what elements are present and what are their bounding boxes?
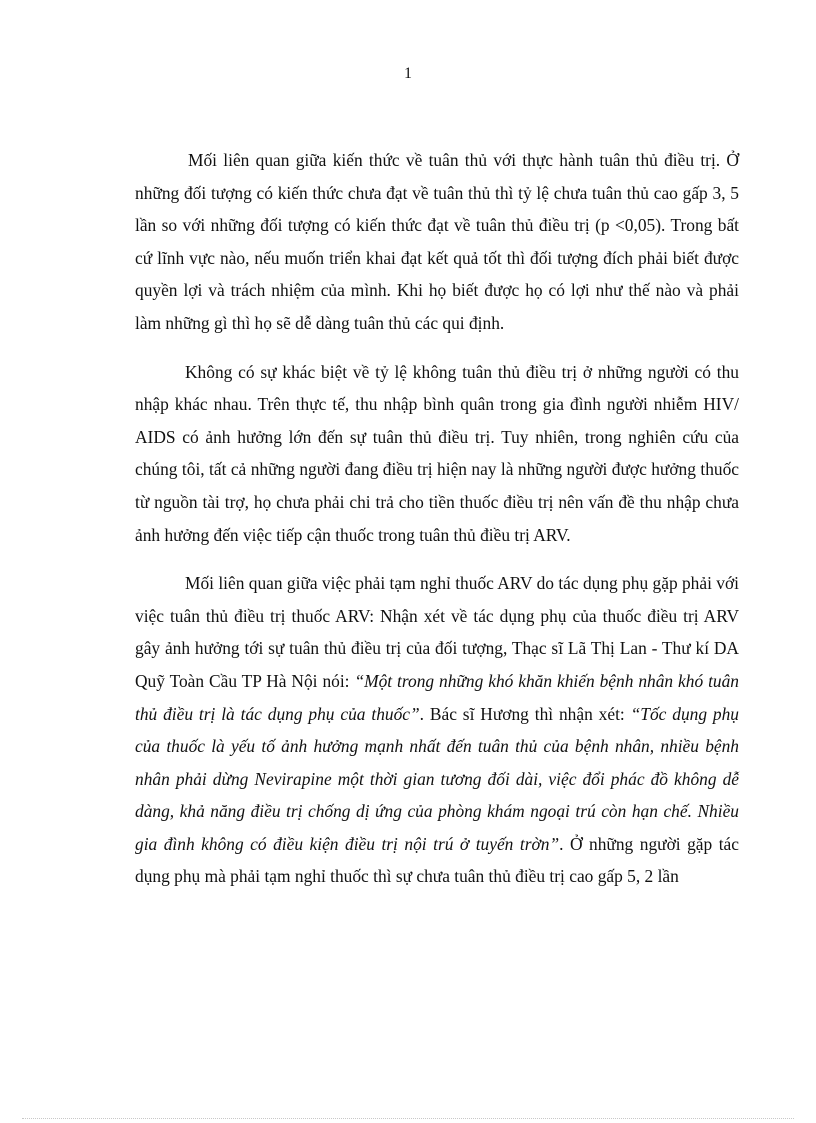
page-bottom-divider bbox=[22, 1118, 794, 1119]
paragraph-side-effects-adherence bbox=[135, 567, 739, 893]
document-body bbox=[135, 144, 739, 909]
paragraph-knowledge-adherence: Mối liên quan giữa kiến thức về tuân thủ với thực hành tuân thủ điều trị. Ở những đối tượng có kiến thức chưa đạt về tuân thủ thì tỷ lệ chưa tuân thủ cao gấp 3, 5 lần so với những đối tượng có kiến thức đạt về tuân thủ điều trị (p <0,05). Trong bất cứ lĩnh vực nào, nếu muốn triển khai đạt kết quả tốt thì đối tượng đích phải biết được quyền lợi và trách nhiệm của mình. Khi họ biết được họ có lợi như thế nào và phải làm những gì thì họ sẽ dễ dàng tuân thủ các qui định. bbox=[135, 150, 739, 333]
page-number: 1 bbox=[404, 65, 412, 82]
paragraph-text-segment: Mối liên quan giữa việc phải tạm nghỉ thuốc ARV do tác dụng phụ gặp phải với việc tuân thủ điều trị thuốc ARV: Nhận xét về tác dụng phụ của thuốc điều trị ARV gây ảnh hưởng tới sự tuân thủ điều trị của đối tượng, Thạc sĩ Lã Thị Lan - Thư kí DA Quỹ Toàn Cầu TP Hà Nội nói: bbox=[135, 573, 739, 691]
paragraph-income-adherence: Không có sự khác biệt về tỷ lệ không tuân thủ điều trị ở những người có thu nhập khác nhau. Trên thực tế, thu nhập bình quân trong gia đình người nhiễm HIV/ AIDS có ảnh hưởng lớn đến sự tuân thủ điều trị. Tuy nhiên, trong nghiên cứu của chúng tôi, tất cả những người đang điều trị hiện nay là những người được hưởng thuốc từ nguồn tài trợ, họ chưa phải chi trả cho tiền thuốc điều trị nên vấn đề thu nhập chưa ảnh hưởng đến việc tiếp cận thuốc trong tuân thủ điều trị ARV. bbox=[135, 361, 739, 545]
paragraph-text-segment: . Ở những người gặp tác dụng phụ mà phải tạm nghỉ thuốc thì sự chưa tuân thủ điều trị cao gấp 5, 2 lần bbox=[135, 833, 739, 887]
quote-bac-si-huong: “Tốc dụng phụ của thuốc là yếu tố ảnh hưởng mạnh nhất đến tuân thủ của bệnh nhân, nhiều bệnh nhân phải dừng Nevirapine một thời gian tương đối dài, việc đổi phác đồ không dễ dàng, khả năng điều trị chống dị ứng của phòng khám ngoại trú còn hạn chế. Nhiều gia đình không có điều kiện điều trị nội trú ở tuyến trờn” bbox=[135, 703, 739, 854]
paragraph-text-segment: . Bác sĩ Hương thì nhận xét: bbox=[419, 703, 631, 724]
quote-la-thi-lan: “Một trong những khó khăn khiến bệnh nhân khó tuân thủ điều trị là tác dụng phụ của thuốc” bbox=[135, 670, 739, 724]
